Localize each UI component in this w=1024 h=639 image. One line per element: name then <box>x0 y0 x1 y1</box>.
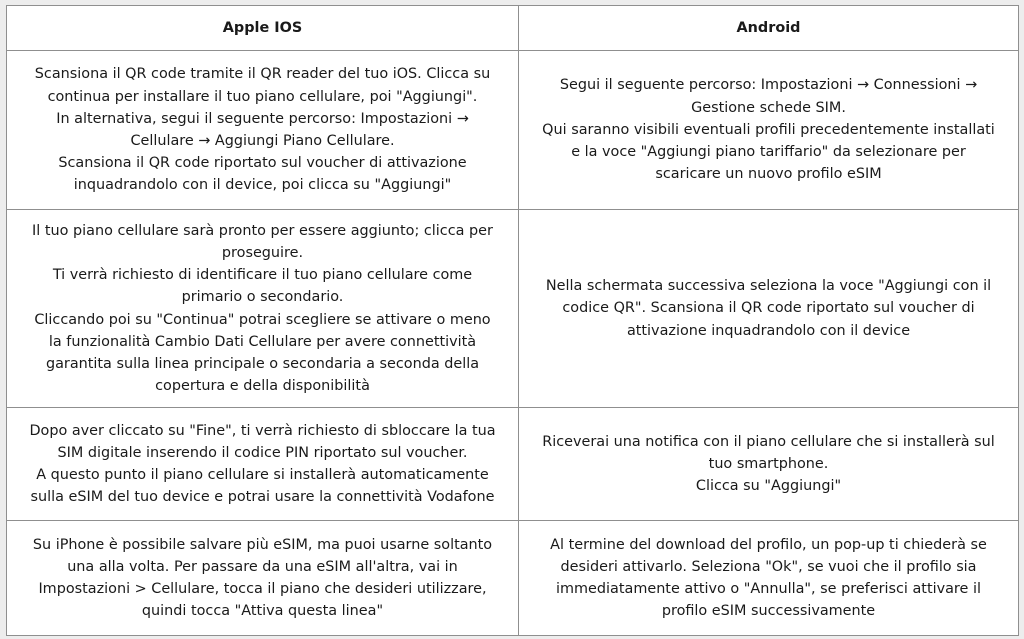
text-line: la funzionalità Cambio Dati Cellulare per avere connettività <box>48 333 477 350</box>
text-line: SIM digitale inserendo il codice PIN riportato sul voucher. <box>57 444 468 461</box>
text-line: Riceverai una notifica con il piano cellulare che si installerà sul <box>542 433 995 450</box>
text-line: Scansiona il QR code tramite il QR reader del tuo iOS. Clicca su <box>34 66 491 83</box>
text-line: Cliccando poi su "Continua" potrai scegliere se attivare o meno <box>34 311 491 328</box>
text-line: sulla eSIM del tuo device e potrai usare la connettività Vodafone <box>30 489 495 506</box>
table-row <box>7 210 1019 408</box>
ios-step-cell <box>7 210 519 408</box>
android-step-cell <box>519 521 1019 636</box>
text-line: A questo punto il piano cellulare si installerà automaticamente <box>36 467 489 483</box>
text-line: Cellulare → Aggiungi Piano Cellulare. <box>130 133 395 149</box>
text-line: desideri attivarlo. Seleziona "Ok", se vuoi che il profilo sia <box>560 558 977 575</box>
text-line: inquadrandolo con il device, poi clicca su "Aggiungi" <box>73 177 452 194</box>
text-line: Impostazioni > Cellulare, tocca il piano che desideri utilizzare, <box>38 581 487 597</box>
ios-step-cell <box>7 521 519 636</box>
text-line: codice QR". Scansiona il QR code riportato sul voucher di <box>562 300 975 317</box>
android-step-cell <box>519 51 1019 210</box>
table-header-row <box>7 6 1019 51</box>
text-line: Dopo aver cliccato su "Fine", ti verrà richiesto di sbloccare la tua <box>29 422 496 439</box>
text-line: Il tuo piano cellulare sarà pronto per essere aggiunto; clicca per <box>32 222 493 239</box>
text-line: copertura e della disponibilità <box>155 378 370 395</box>
android-step-cell <box>519 210 1019 408</box>
text-line: profilo eSIM successivamente <box>661 603 876 620</box>
text-line: tuo smartphone. <box>708 455 829 472</box>
text-line: e la voce "Aggiungi piano tariffario" da selezionare per <box>571 144 966 161</box>
text-line: garantita sulla linea principale o secondaria a seconda della <box>45 355 480 372</box>
text-line: Nella schermata successiva seleziona la voce "Aggiungi con il <box>545 278 992 295</box>
text-line: quindi tocca "Attiva questa linea" <box>141 603 384 620</box>
table-row <box>7 51 1019 210</box>
text-line: Al termine del download del profilo, un pop-up ti chiederà se <box>550 536 987 553</box>
text-line: primario o secondario. <box>181 289 344 306</box>
text-line: Clicca su "Aggiungi" <box>695 478 842 495</box>
text-line: In alternativa, segui il seguente percorso: Impostazioni → <box>56 110 469 127</box>
text-line: Ti verrà richiesto di identificare il tuo piano cellulare come <box>52 267 473 284</box>
text-line: Scansiona il QR code riportato sul voucher di attivazione <box>58 155 467 172</box>
text-line: attivazione inquadrandolo con il device <box>626 322 911 339</box>
header-android: Android <box>519 6 1019 51</box>
text-line: Qui saranno visibili eventuali profili precedentemente installati <box>542 121 995 138</box>
text-line: una alla volta. Per passare da una eSIM all'altra, vai in <box>67 558 458 575</box>
ios-step-cell <box>7 408 519 521</box>
esim-instructions-table <box>6 5 1019 636</box>
table-row <box>7 408 1019 521</box>
ios-step-cell <box>7 51 519 210</box>
text-line: scaricare un nuovo profilo eSIM <box>655 166 882 183</box>
table-row <box>7 521 1019 636</box>
text-line: continua per installare il tuo piano cellulare, poi "Aggiungi". <box>47 88 478 105</box>
text-line: Segui il seguente percorso: Impostazioni → Connessioni → <box>559 77 978 94</box>
text-line: Su iPhone è possibile salvare più eSIM, ma puoi usarne soltanto <box>32 536 493 553</box>
android-step-cell <box>519 408 1019 521</box>
text-line: Gestione schede SIM. <box>691 99 846 116</box>
text-line: immediatamente attivo o "Annulla", se preferisci attivare il <box>556 581 981 597</box>
text-line: proseguire. <box>221 244 304 261</box>
header-apple-ios: Apple IOS <box>7 6 519 51</box>
